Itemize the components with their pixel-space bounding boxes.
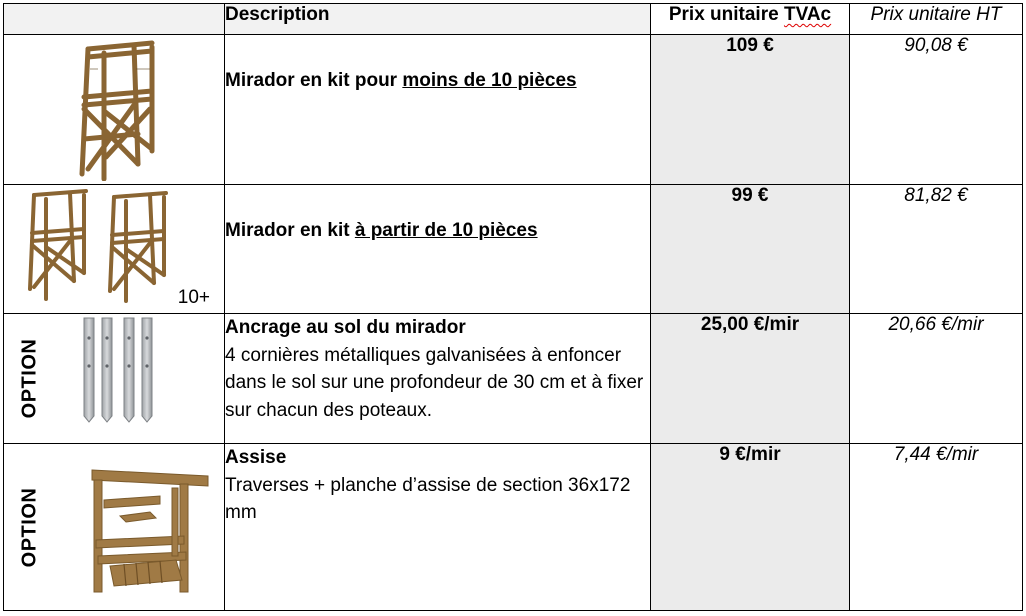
two-watchtowers-image	[24, 189, 174, 307]
header-image-cell	[4, 4, 225, 35]
product-image-cell	[4, 185, 225, 314]
product-image-cell	[4, 444, 225, 611]
description-cell	[225, 185, 651, 314]
option-body: Traverses + planche d’assise de section 36x172 mm	[225, 474, 631, 523]
header-price-ttc-flag: TVAc	[783, 4, 832, 25]
price-ht-cell: 90,08 €	[850, 35, 1023, 185]
product-title-prefix: Mirador en kit pour	[225, 70, 403, 91]
price-table	[3, 3, 1023, 611]
product-title-highlight: moins de 10 pièces	[402, 70, 577, 91]
option-label: OPTION	[18, 487, 41, 567]
header-price-ttc-main: Prix unitaire	[668, 4, 784, 25]
price-ht-cell: 81,82 €	[850, 185, 1023, 314]
header-price-ht: Prix unitaire HT	[850, 4, 1023, 35]
seat-image	[80, 460, 212, 594]
description-cell	[225, 35, 651, 185]
quantity-tag: 10+	[177, 287, 210, 308]
price-ttc-cell: 109 €	[651, 35, 850, 185]
header-description: Description	[225, 4, 651, 35]
watchtower-image	[74, 39, 159, 181]
product-image-cell	[4, 35, 225, 185]
price-ttc-cell: 25,00 €/mir	[651, 314, 850, 444]
description-cell	[225, 314, 651, 444]
option-body: 4 cornières métalliques galvanisées à enfoncer dans le sol sur une profondeur de 30 cm et à fixer sur chacun des poteaux.	[225, 344, 644, 421]
table-row	[4, 444, 1023, 611]
price-ht-cell: 7,44 €/mir	[850, 444, 1023, 611]
price-ht-cell: 20,66 €/mir	[850, 314, 1023, 444]
table-row	[4, 35, 1023, 185]
option-title: Assise	[225, 447, 287, 468]
header-row	[4, 4, 1023, 35]
option-label: OPTION	[18, 338, 41, 419]
product-image-cell	[4, 314, 225, 444]
price-ttc-cell: 9 €/mir	[651, 444, 850, 611]
header-price-ttc	[651, 4, 850, 35]
metal-anchors-image	[78, 316, 162, 424]
table-row	[4, 314, 1023, 444]
product-title-prefix: Mirador en kit	[225, 220, 355, 241]
option-title: Ancrage au sol du mirador	[225, 317, 466, 338]
description-cell	[225, 444, 651, 611]
product-title-highlight: à partir de 10 pièces	[354, 220, 538, 241]
table-row	[4, 185, 1023, 314]
price-ttc-cell: 99 €	[651, 185, 850, 314]
